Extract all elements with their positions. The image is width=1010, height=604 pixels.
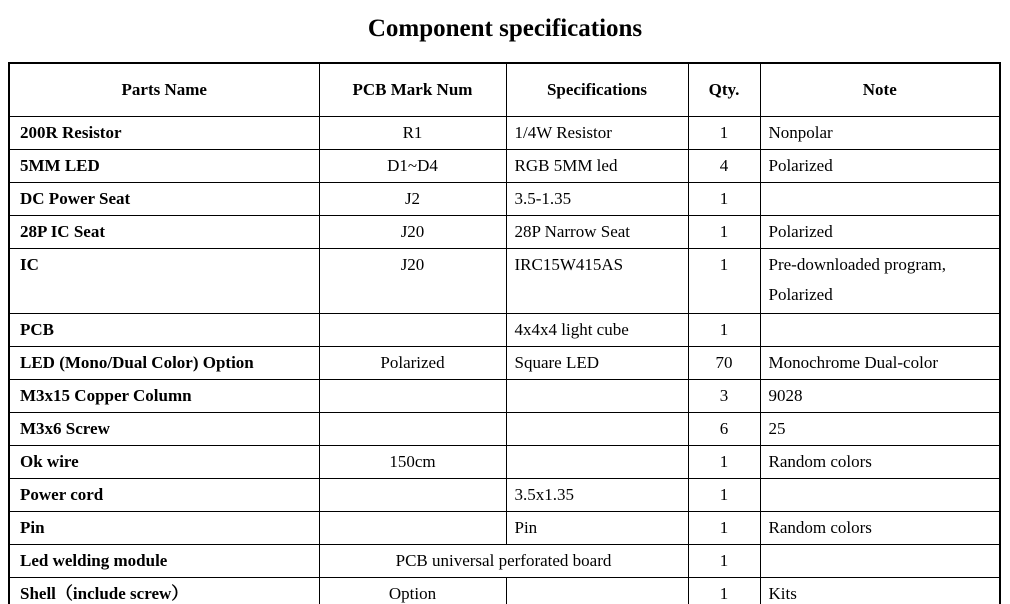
cell-qty: 3 bbox=[688, 380, 760, 413]
cell-parts-name: IC bbox=[9, 249, 319, 314]
cell-qty: 1 bbox=[688, 578, 760, 604]
table-row bbox=[9, 446, 1000, 479]
cell-pcb-mark bbox=[319, 479, 506, 512]
header-pcb-mark-num: PCB Mark Num bbox=[319, 63, 506, 117]
cell-pcb-mark-spec-merged: PCB universal perforated board bbox=[319, 545, 688, 578]
cell-specifications: RGB 5MM led bbox=[506, 150, 688, 183]
cell-qty: 1 bbox=[688, 249, 760, 314]
cell-note bbox=[760, 545, 1000, 578]
cell-specifications: IRC15W415AS bbox=[506, 249, 688, 314]
cell-specifications: 28P Narrow Seat bbox=[506, 216, 688, 249]
cell-note: Random colors bbox=[760, 512, 1000, 545]
cell-note: Polarized bbox=[760, 150, 1000, 183]
cell-parts-name: 28P IC Seat bbox=[9, 216, 319, 249]
table-row bbox=[9, 249, 1000, 314]
cell-pcb-mark: 150cm bbox=[319, 446, 506, 479]
cell-note bbox=[760, 479, 1000, 512]
cell-note: 25 bbox=[760, 413, 1000, 446]
header-qty: Qty. bbox=[688, 63, 760, 117]
cell-note: Pre-downloaded program, Polarized bbox=[760, 249, 1000, 314]
cell-parts-name: M3x15 Copper Column bbox=[9, 380, 319, 413]
table-row bbox=[9, 413, 1000, 446]
cell-specifications bbox=[506, 446, 688, 479]
cell-specifications: 4x4x4 light cube bbox=[506, 314, 688, 347]
page-title: Component specifications bbox=[367, 15, 643, 42]
cell-qty: 1 bbox=[688, 446, 760, 479]
table-row bbox=[9, 314, 1000, 347]
cell-pcb-mark bbox=[319, 314, 506, 347]
table-row bbox=[9, 117, 1000, 150]
table-row bbox=[9, 347, 1000, 380]
cell-specifications: 3.5-1.35 bbox=[506, 183, 688, 216]
table-row bbox=[9, 479, 1000, 512]
cell-qty: 1 bbox=[688, 545, 760, 578]
cell-parts-name: Ok wire bbox=[9, 446, 319, 479]
cell-qty: 1 bbox=[688, 183, 760, 216]
cell-pcb-mark: D1~D4 bbox=[319, 150, 506, 183]
cell-parts-name: 200R Resistor bbox=[9, 117, 319, 150]
cell-note: Monochrome Dual-color bbox=[760, 347, 1000, 380]
cell-parts-name: LED (Mono/Dual Color) Option bbox=[9, 347, 319, 380]
cell-qty: 1 bbox=[688, 479, 760, 512]
header-parts-name: Parts Name bbox=[9, 63, 319, 117]
cell-note: 9028 bbox=[760, 380, 1000, 413]
table-row bbox=[9, 512, 1000, 545]
cell-qty: 1 bbox=[688, 216, 760, 249]
cell-note: Random colors bbox=[760, 446, 1000, 479]
cell-parts-name: Shell（include screw） bbox=[9, 578, 319, 604]
cell-pcb-mark bbox=[319, 380, 506, 413]
cell-note bbox=[760, 314, 1000, 347]
cell-pcb-mark bbox=[319, 512, 506, 545]
cell-note: Polarized bbox=[760, 216, 1000, 249]
cell-specifications: 1/4W Resistor bbox=[506, 117, 688, 150]
header-row bbox=[9, 63, 1000, 117]
cell-specifications bbox=[506, 380, 688, 413]
cell-parts-name: PCB bbox=[9, 314, 319, 347]
cell-pcb-mark: J20 bbox=[319, 216, 506, 249]
cell-specifications: Pin bbox=[506, 512, 688, 545]
cell-pcb-mark: J2 bbox=[319, 183, 506, 216]
table-row bbox=[9, 183, 1000, 216]
cell-specifications bbox=[506, 578, 688, 604]
cell-parts-name: DC Power Seat bbox=[9, 183, 319, 216]
cell-pcb-mark: J20 bbox=[319, 249, 506, 314]
table-row bbox=[9, 545, 1000, 578]
cell-pcb-mark: R1 bbox=[319, 117, 506, 150]
cell-qty: 1 bbox=[688, 117, 760, 150]
cell-qty: 4 bbox=[688, 150, 760, 183]
cell-specifications bbox=[506, 413, 688, 446]
cell-parts-name: Led welding module bbox=[9, 545, 319, 578]
cell-parts-name: Pin bbox=[9, 512, 319, 545]
table-header bbox=[9, 63, 1000, 117]
cell-qty: 1 bbox=[688, 314, 760, 347]
cell-note bbox=[760, 183, 1000, 216]
cell-qty: 1 bbox=[688, 512, 760, 545]
cell-note: Nonpolar bbox=[760, 117, 1000, 150]
cell-qty: 6 bbox=[688, 413, 760, 446]
cell-pcb-mark: Polarized bbox=[319, 347, 506, 380]
table-row bbox=[9, 380, 1000, 413]
cell-parts-name: M3x6 Screw bbox=[9, 413, 319, 446]
cell-parts-name: Power cord bbox=[9, 479, 319, 512]
cell-parts-name: 5MM LED bbox=[9, 150, 319, 183]
cell-pcb-mark: Option bbox=[319, 578, 506, 604]
table-row bbox=[9, 578, 1000, 604]
component-spec-table bbox=[8, 62, 1001, 604]
table-row bbox=[9, 150, 1000, 183]
cell-specifications: Square LED bbox=[506, 347, 688, 380]
cell-note: Kits bbox=[760, 578, 1000, 604]
cell-qty: 70 bbox=[688, 347, 760, 380]
header-specifications: Specifications bbox=[506, 63, 688, 117]
cell-specifications: 3.5x1.35 bbox=[506, 479, 688, 512]
cell-pcb-mark bbox=[319, 413, 506, 446]
table-row bbox=[9, 216, 1000, 249]
header-note: Note bbox=[760, 63, 1000, 117]
